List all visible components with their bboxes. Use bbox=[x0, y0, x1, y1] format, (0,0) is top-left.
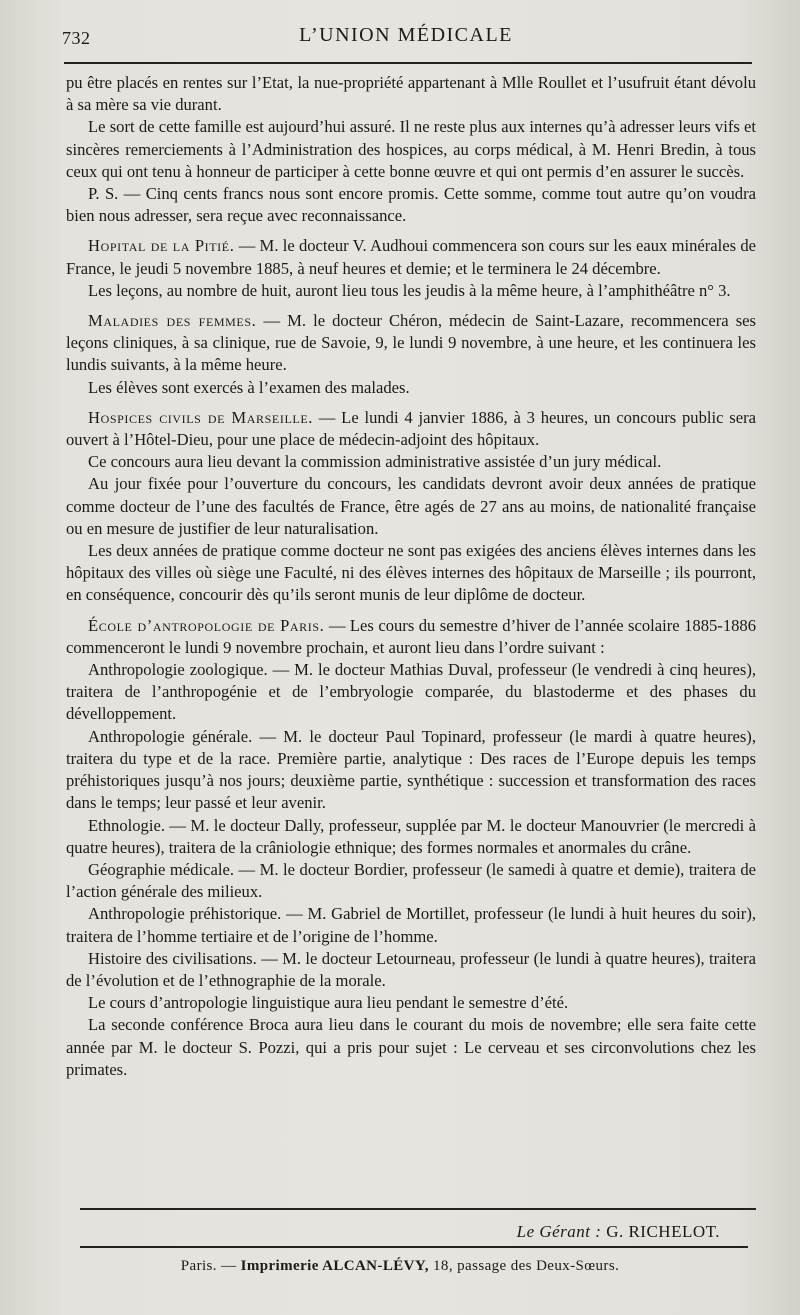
paragraph: Ce concours aura lieu devant la commission administrative assistée d’un jury médical. bbox=[88, 452, 662, 472]
course-entry: Anthropologie préhistorique. — M. Gabriel de Mortillet, professeur (le lundi à huit heures du soir), traitera de l’homme tertiaire et de l’origine de l’homme. bbox=[66, 904, 756, 946]
imprint-line bbox=[0, 1258, 800, 1275]
imprint-name: Imprimerie ALCAN-LÉVY, bbox=[240, 1258, 429, 1274]
page-header bbox=[62, 22, 750, 50]
paragraph: pu être placés en rentes sur l’Etat, la nue-propriété appartenant à Mlle Roullet et l’usufruit étant dévolu à sa mère sa vie durant. bbox=[66, 73, 756, 115]
footer-rule bbox=[80, 1208, 756, 1210]
paragraph: Le cours d’antropologie linguistique aura lieu pendant le semestre d’été. bbox=[88, 993, 569, 1013]
news-item-marseille bbox=[66, 407, 756, 451]
course-entry: Histoire des civilisations. — M. le docteur Letourneau, professeur (le lundi à quatre heures), traitera de l’évolution et de l’ethnographie de la morale. bbox=[66, 948, 756, 990]
course-entry: Ethnologie. — M. le docteur Dally, professeur, supplée par M. le docteur Manouvrier (le mercredi à quatre heures), traitera de la crâniologie ethnique; des formes normales et anormales du crâne. bbox=[66, 815, 756, 857]
course-entry: Géographie médicale. — M. le docteur Bordier, professeur (le samedi à quatre et demie), traitera de l’action générale des milieux. bbox=[66, 859, 756, 902]
news-item-maladies-femmes bbox=[66, 310, 756, 377]
news-text: — Les cours du semestre d’hiver de l’année scolaire 1885-1886 commenceront le lundi 9 novembre prochain, et auront lieu dans l’ordre suivant : bbox=[66, 615, 757, 657]
news-text: — M. le docteur Chéron, médecin de Saint-Lazare, recommencera ses leçons cliniques, à sa clinique, rue de Savoie, 9, le lundi 9 novembre, à une heure, et les continuera les lundis suivants, à la même heure. bbox=[66, 311, 757, 375]
running-title: L’UNION MÉDICALE bbox=[299, 24, 513, 46]
paragraph: La seconde conférence Broca aura lieu dans le courant du mois de novembre; elle sera faite cette année par M. le docteur S. Pozzi, qui a pris pour sujet : Le cerveau et ses circonvolutions chez les primates. bbox=[66, 1015, 756, 1079]
paragraph: Le sort de cette famille est aujourd’hui assuré. Il ne reste plus aux internes qu’à adresser leurs vifs et sincères remerciements à l’Administration des hospices, au corps médical, à M. Henri Bredin, à tous ceux qui ont tenu à honneur de participer à cette bonne œuvre et qui ont permis d’en assurer le succès. bbox=[66, 117, 756, 181]
paragraph: Les leçons, au nombre de huit, auront lieu tous les jeudis à la même heure, à l’amphithéâtre n° 3. bbox=[88, 280, 731, 300]
paragraph: Au jour fixée pour l’ouverture du concours, les candidats devront avoir deux années de pratique comme docteur de l’une des facultés de France, être agés de 27 ans au moins, de nationalité française ou en mesure de justifier de leur naturalisation. bbox=[66, 474, 756, 538]
gerant-name: G. RICHELOT. bbox=[606, 1222, 720, 1241]
gerant-label: Le Gérant : bbox=[516, 1222, 602, 1241]
paragraph: Les deux années de pratique comme docteur ne sont pas exigées des anciens élèves internes dans les hôpitaux des villes où siège une Faculté, ni des élèves internes des hôpitaux de Marseille ; ils pourront, en conséquence, concourir dès qu’ils seront munis de leur diplôme de docteur. bbox=[66, 541, 756, 605]
news-item-ecole-anthropologie bbox=[66, 615, 756, 659]
paragraph: P. S. — Cinq cents francs nous sont encore promis. Cette somme, comme tout autre qu’on voudra bien nous adresser, sera reçue avec reconnaissance. bbox=[66, 184, 756, 226]
gerant-signature bbox=[517, 1222, 720, 1242]
news-heading: École d’antropologie de Paris. bbox=[88, 615, 325, 635]
course-entry: Anthropologie zoologique. — M. le docteur Mathias Duval, professeur (le vendredi à cinq heures), traitera de l’anthropogénie et de l’embryologie comparée, du blastoderme et des phases du dévelloppement. bbox=[66, 660, 756, 724]
page-number: 732 bbox=[62, 28, 91, 48]
imprint-city: Paris. — bbox=[180, 1258, 237, 1274]
paragraph: Les élèves sont exercés à l’examen des malades. bbox=[88, 377, 410, 397]
news-text: — Le lundi 4 janvier 1886, à 3 heures, un concours public sera ouvert à l’Hôtel-Dieu, pour une place de médecin-adjoint des hôpitaux. bbox=[66, 407, 756, 450]
imprint-address: 18, passage des Deux-Sœurs. bbox=[433, 1258, 620, 1274]
article-body bbox=[66, 72, 756, 1081]
footer-rule bbox=[80, 1246, 748, 1248]
news-heading: Maladies des femmes. bbox=[88, 311, 257, 331]
header-rule bbox=[64, 62, 752, 64]
news-item-pitie bbox=[66, 235, 756, 279]
news-heading: Hospices civils de Marseille. bbox=[88, 407, 313, 427]
course-entry: Anthropologie générale. — M. le docteur Paul Topinard, professeur (le mardi à quatre heures), traitera du type et de la race. Première partie, analytique : Des races de l’Europe depuis les temps préhistoriques jusqu’à nos jours; deuxième partie, synthétique : succession et transformation des races dans le temps; leur passé et leur avenir. bbox=[66, 726, 756, 813]
news-text: — M. le docteur V. Audhoui commencera son cours sur les eaux minérales de France, le jeudi 5 novembre 1885, à neuf heures et demie; et le terminera le 24 décembre. bbox=[66, 236, 757, 278]
news-heading: Hopital de la Pitié. bbox=[88, 236, 235, 256]
